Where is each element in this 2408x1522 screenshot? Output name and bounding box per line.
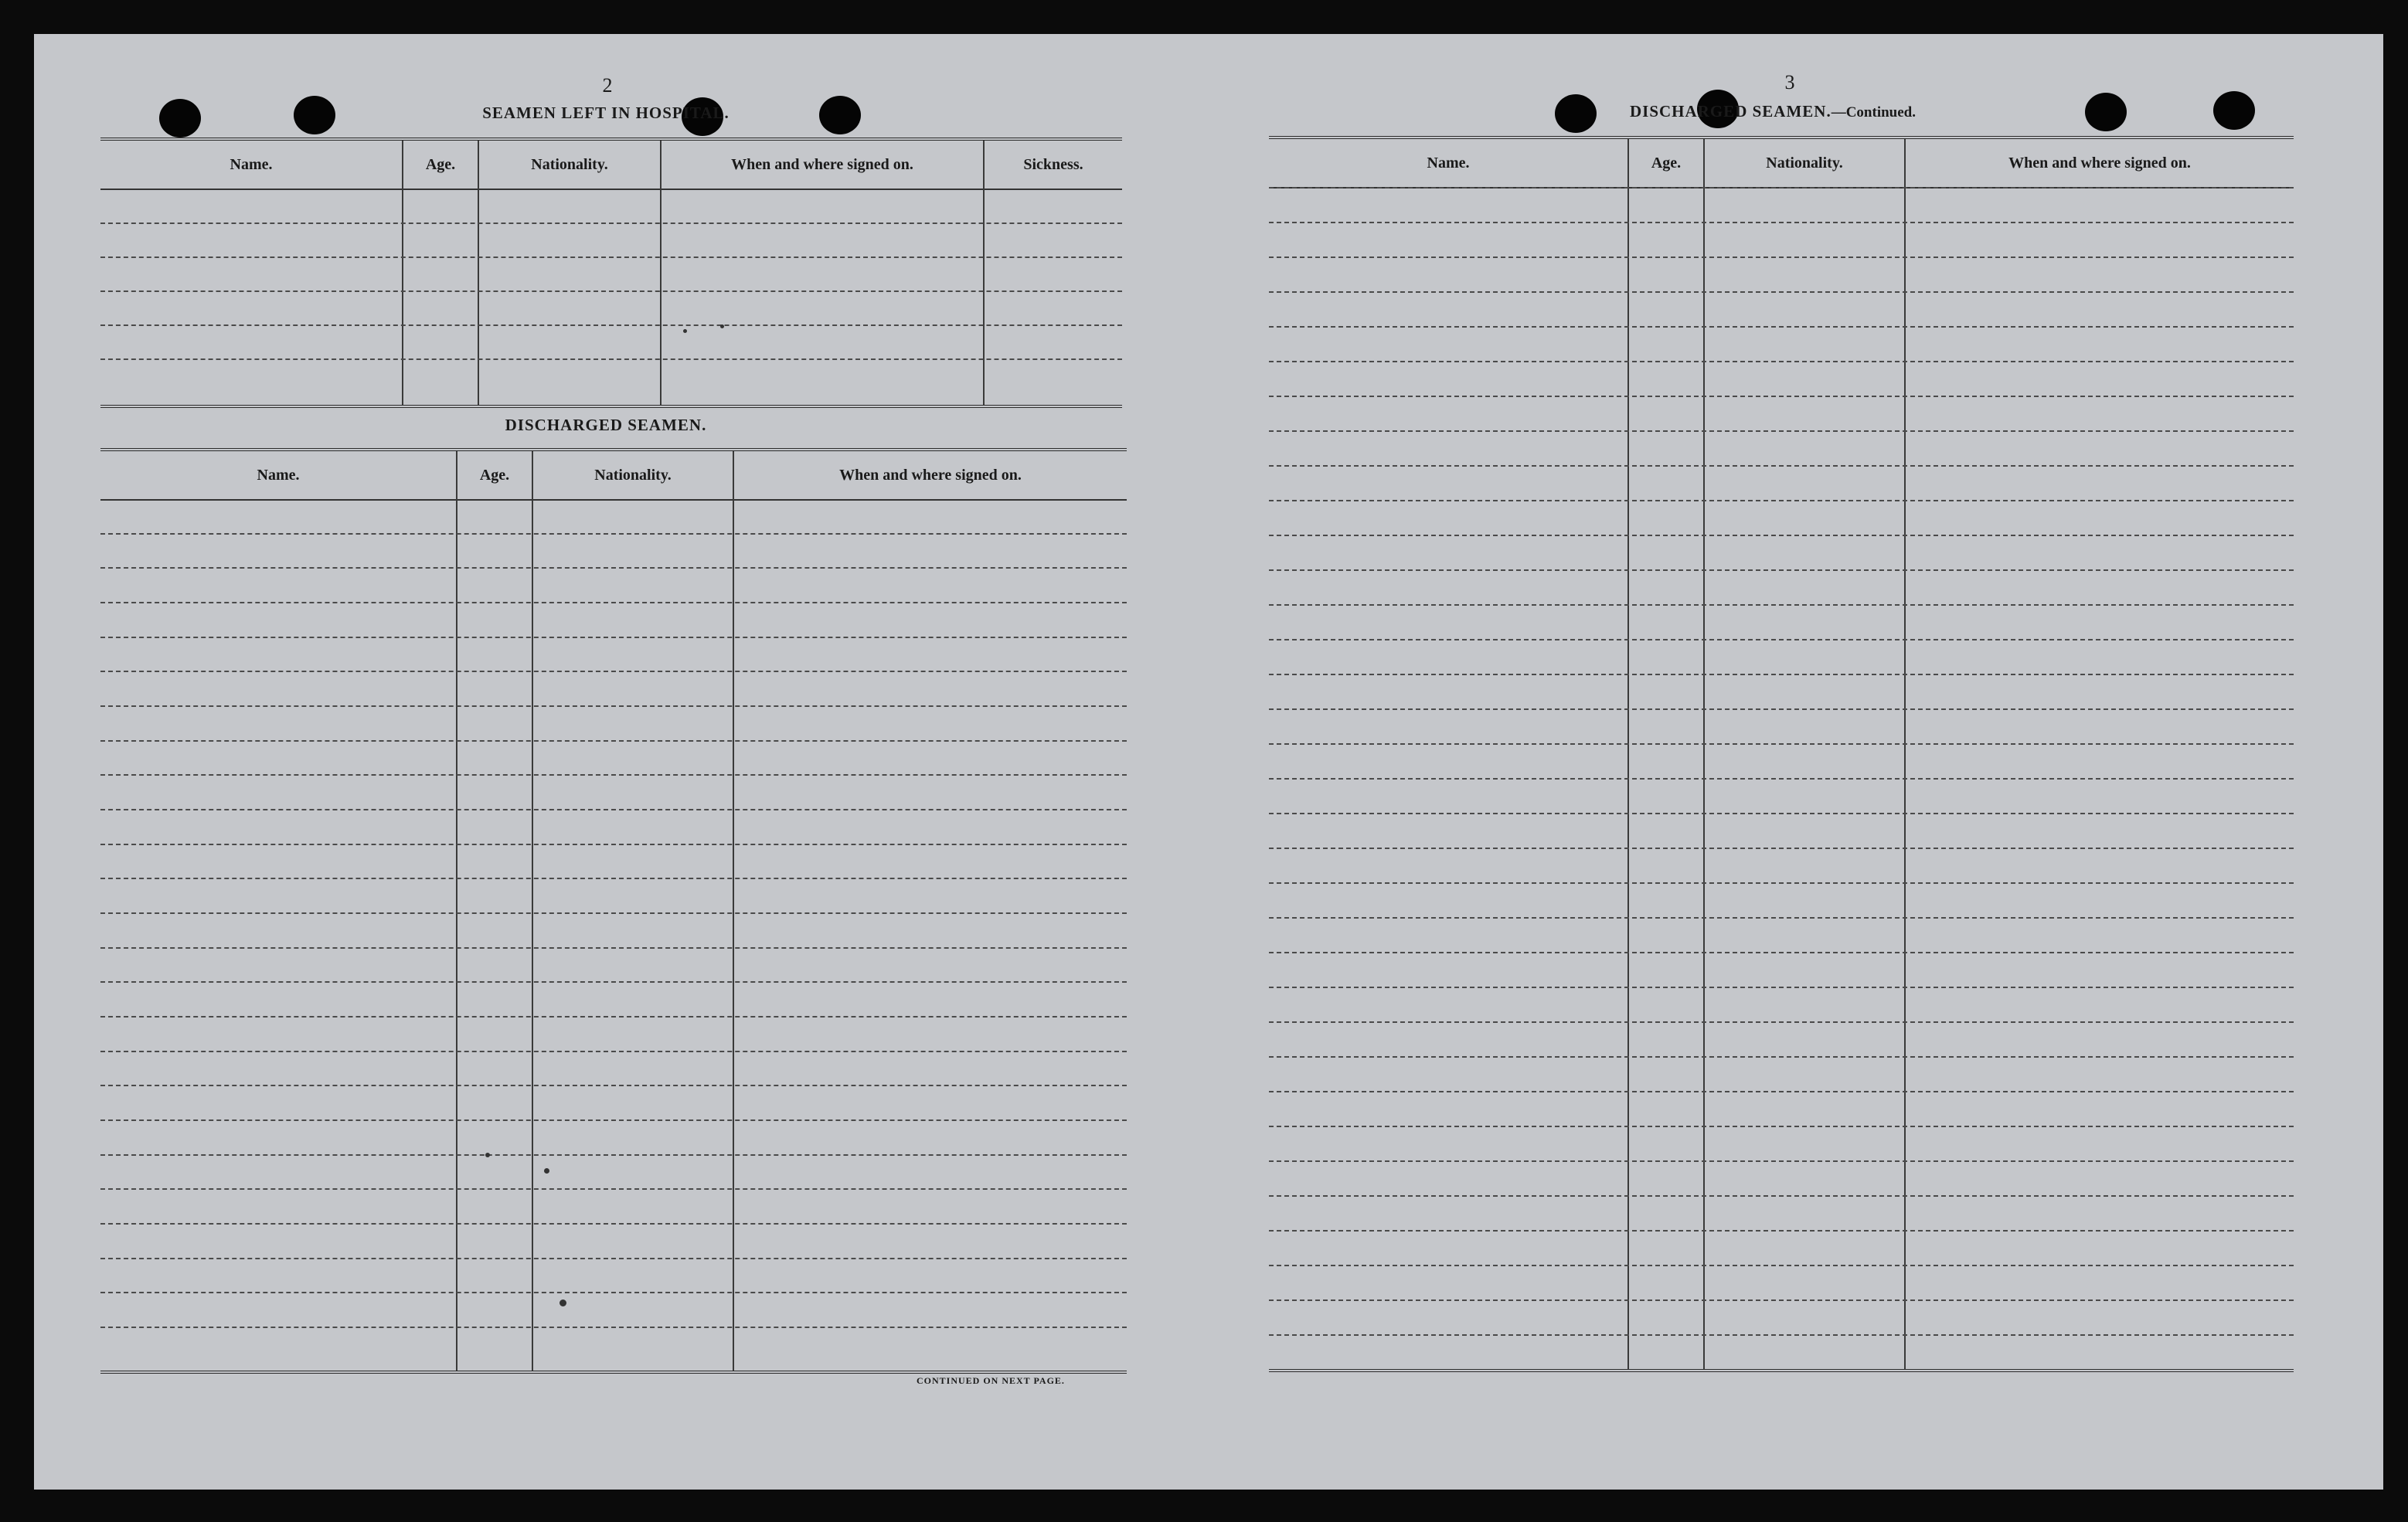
- table-row: [1269, 1056, 2294, 1058]
- table-row: [100, 705, 1127, 707]
- punch-hole: [2085, 93, 2127, 131]
- table-row: [100, 1292, 1127, 1293]
- column-divider: [1703, 139, 1705, 1369]
- ink-speck: [485, 1153, 490, 1157]
- column-divider: [456, 451, 457, 1371]
- ink-speck: [559, 1299, 566, 1306]
- table-row: [100, 1016, 1127, 1017]
- col-header-name: Name.: [1427, 154, 1470, 172]
- table-row: [1269, 778, 2294, 780]
- column-divider: [983, 141, 985, 405]
- table-row: [1269, 1126, 2294, 1127]
- column-divider: [733, 451, 734, 1371]
- table-row: [100, 774, 1127, 776]
- column-divider: [660, 141, 662, 405]
- table-row: [1269, 361, 2294, 362]
- table-row: [100, 602, 1127, 603]
- table-row: [100, 533, 1127, 535]
- col-header-age: Age.: [425, 155, 456, 173]
- hospital-section-title: SEAMEN LEFT IN HOSPITAL.: [482, 104, 730, 122]
- hospital-table: [100, 138, 1122, 408]
- table-row: [100, 981, 1127, 983]
- column-divider: [1627, 139, 1629, 1369]
- continued-note: CONTINUED ON NEXT PAGE.: [917, 1375, 1065, 1386]
- table-row: [100, 809, 1127, 810]
- table-row: [100, 1188, 1127, 1190]
- discharged-table-left: [100, 448, 1127, 1374]
- table-row: [1269, 987, 2294, 988]
- table-row: [1269, 848, 2294, 849]
- table-row: [100, 1051, 1127, 1052]
- table-row: [1269, 1334, 2294, 1336]
- col-header-name: Name.: [230, 155, 273, 173]
- col-header-when-where: When and where signed on.: [839, 466, 1022, 484]
- table-row: [1269, 187, 2294, 189]
- col-header-nationality: Nationality.: [1766, 154, 1843, 172]
- table-row: [100, 324, 1122, 326]
- table-row: [1269, 743, 2294, 745]
- punch-hole: [1555, 94, 1597, 133]
- table-row: [1269, 500, 2294, 501]
- table-row: [1269, 1299, 2294, 1301]
- discharged-table-header: [1269, 139, 2294, 189]
- discharged-section-title: DISCHARGED SEAMEN.: [505, 416, 707, 434]
- document-sheet: [34, 34, 2383, 1490]
- table-row: [1269, 952, 2294, 953]
- col-header-when-where: When and where signed on.: [731, 155, 913, 173]
- table-row: [100, 1327, 1127, 1328]
- table-row: [1269, 708, 2294, 710]
- table-row: [1269, 1265, 2294, 1266]
- discharged-continued-title: [1603, 102, 1943, 121]
- ink-speck: [683, 329, 687, 333]
- page-number-right: 3: [1784, 71, 1795, 93]
- table-row: [1269, 1230, 2294, 1232]
- table-row: [100, 290, 1122, 292]
- column-divider: [1904, 139, 1906, 1369]
- punch-hole: [159, 99, 201, 138]
- table-row: [1269, 535, 2294, 536]
- table-row: [100, 637, 1127, 638]
- col-header-name: Name.: [257, 466, 300, 484]
- column-divider: [478, 141, 479, 405]
- column-divider: [532, 451, 533, 1371]
- table-row: [100, 567, 1127, 569]
- hospital-table-header: [100, 141, 1122, 190]
- col-header-nationality: Nationality.: [531, 155, 608, 173]
- table-row: [100, 223, 1122, 224]
- table-row: [1269, 465, 2294, 467]
- table-row: [100, 1085, 1127, 1086]
- col-header-age: Age.: [479, 466, 510, 484]
- table-row: [1269, 674, 2294, 675]
- table-row: [1269, 639, 2294, 640]
- table-row: [1269, 1195, 2294, 1197]
- column-divider: [402, 141, 403, 405]
- col-header-age: Age.: [1651, 154, 1682, 172]
- col-header-when-where: When and where signed on.: [2008, 154, 2191, 172]
- table-row: [100, 912, 1127, 914]
- table-row: [1269, 882, 2294, 884]
- col-header-sickness: Sickness.: [1023, 155, 1083, 173]
- discharged-table-right: [1269, 136, 2294, 1372]
- table-row: [100, 1258, 1127, 1259]
- ink-speck: [544, 1168, 549, 1174]
- table-row: [1269, 1021, 2294, 1023]
- page-number-left: 2: [602, 74, 613, 97]
- table-row: [100, 1154, 1127, 1156]
- table-row: [100, 844, 1127, 845]
- table-row: [100, 740, 1127, 742]
- col-header-nationality: Nationality.: [594, 466, 672, 484]
- discharged-table-header: [100, 451, 1127, 501]
- table-row: [1269, 604, 2294, 606]
- punch-hole: [819, 96, 861, 134]
- table-row: [1269, 396, 2294, 397]
- table-row: [100, 1119, 1127, 1121]
- table-row: [1269, 326, 2294, 328]
- table-row: [100, 671, 1127, 672]
- table-row: [1269, 222, 2294, 223]
- punch-hole: [2213, 91, 2255, 130]
- table-row: [1269, 256, 2294, 258]
- punch-hole: [294, 96, 335, 134]
- table-row: [100, 256, 1122, 258]
- table-row: [1269, 917, 2294, 919]
- table-row: [100, 878, 1127, 879]
- table-row: [100, 358, 1122, 360]
- table-row: [1269, 430, 2294, 432]
- table-row: [1269, 813, 2294, 814]
- table-row: [1269, 1160, 2294, 1162]
- table-row: [1269, 1091, 2294, 1092]
- table-row: [100, 1223, 1127, 1225]
- discharged-continued-title-suffix: —Continued.: [1831, 104, 1916, 121]
- table-row: [1269, 291, 2294, 293]
- table-row: [100, 947, 1127, 949]
- table-row: [1269, 569, 2294, 571]
- discharged-continued-title-main: DISCHARGED SEAMEN.: [1630, 102, 1832, 121]
- ink-speck: [720, 324, 724, 328]
